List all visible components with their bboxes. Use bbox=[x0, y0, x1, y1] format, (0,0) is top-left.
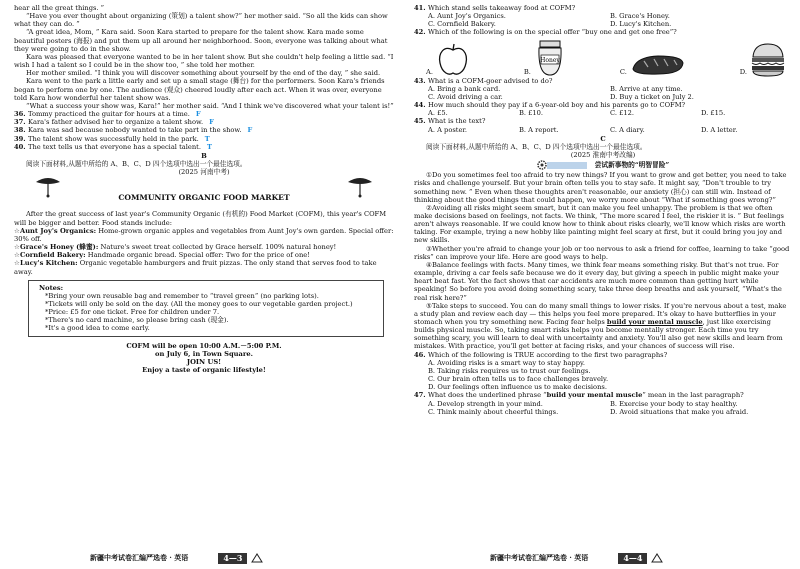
publisher-logo-icon bbox=[251, 553, 263, 563]
question-36: 36. Tommy practiced the guitar for hours at a time. F bbox=[14, 110, 201, 119]
footer-title: 新疆中考试卷汇编严选卷 · 英语 bbox=[90, 553, 189, 562]
passage-paragraph: ②Avoiding all risks might seem smart, but it can make you feel unhappy. The problem is that we often make decisions based on feelings, not facts. We think, “The more scared I feel, the riskier it is. ” But feelings aren't always reasonable. If we could know how to think about risks clearly, we'll know which risks are worth taking. For example, trying a new hobby like painting might feel scary at first, but it could bring you joy and new skills. bbox=[414, 203, 786, 245]
enjoy-line: Enjoy a taste of organic lifestyle! bbox=[142, 366, 266, 375]
honey-jar-icon bbox=[534, 39, 566, 77]
question-44: 44. How much should they pay if a 6-year-old boy and his parents go to COFM? bbox=[414, 101, 686, 110]
banner-title: 尝试新事物的“明智冒险” bbox=[594, 161, 670, 170]
options: A. A poster. B. A report. C. A diary. D. A letter. bbox=[428, 125, 738, 134]
section-c-heading: C bbox=[600, 134, 606, 143]
story-paragraph: hear all the great things. ” bbox=[14, 4, 105, 12]
stand-item: ☆Aunt Joy's Organics: Home-grown organic apples and vegetables from Aunt Joy's own garden. Special offer: 30% off. bbox=[14, 226, 394, 243]
question-39: 39. The talent show was successfully held in the park. T bbox=[14, 134, 210, 143]
market-intro: After the great success of last year's Community Organic (有机的) Food Market (COFM), this year's COFM will be bigger and better. Food stands include: bbox=[14, 210, 387, 227]
note-item: *There's no card machine, so please bring cash (现金). bbox=[45, 316, 229, 325]
picture-options bbox=[414, 37, 792, 77]
passage-paragraph: ⑤Take steps to succeed. You can do many small things to lower risks. If you're nervous about a test, make a study plan and review each day — this helps you feel more prepared. It's okay to have butterflies in your stomach when you try something new. Facing fear helps build your mental muscle, just like exercising builds physical muscle. So, taking smart risks helps you become mentally stronger. Each time you try something scary, you will learn to deal with uncertainty and anxiety. You'll also get new skills and learn from mistakes. With practice, you'll get better at facing risks, and your chances of success will rise. bbox=[414, 301, 787, 351]
notes-box bbox=[28, 280, 384, 337]
story-paragraph: Kara went to the park a little early and set up a small stage (舞台) for the performers. Soon Kara's friends began to perform one by one. The audience (观众) cheered loudly after each act. When it was over, everyone told Kara how wonderful her talent show was. bbox=[14, 77, 385, 102]
story-paragraph: “A great idea, Mom, ” Kara said. Soon Kara started to prepare for the talent show. Kara made some beautiful posters (海报) and put them up all around her neighborhood. Soon, everyone was talking about what they were going to do in the show. bbox=[14, 28, 388, 53]
note-item: *Tickets will only be sold on the day. (All the money goes to our vegetable garden project.) bbox=[45, 300, 353, 308]
left-footer bbox=[90, 551, 390, 565]
honey-label: Honey bbox=[540, 56, 560, 64]
section-c-source: (2025 淮南中考改编) bbox=[570, 151, 636, 160]
left-column bbox=[14, 4, 394, 374]
passage-banner bbox=[414, 160, 792, 170]
passage-paragraph: ①Do you sometimes feel too afraid to try new things? If you want to grow and get better, you need to take risks and challenge yourself. But your brain often tells you to stay safe. It might say, “Don't trouble to try something new. ” Even when these thoughts aren't reasonable, our anxiety (担心) can still win. Instead of thinking about the good things that could happen, we worry more about “What if something goes wrong?” bbox=[414, 171, 787, 204]
notes-title: Notes: bbox=[39, 283, 64, 292]
story-paragraph: Kara was pleased that everyone wanted to be in her talent show. But she couldn't help feeling a little sad. “I wish I had a talent so I could be in the show too, ” she told her mother. bbox=[14, 52, 394, 70]
answer-mark: F bbox=[209, 118, 214, 127]
footer-title: 新疆中考试卷汇编严选卷 · 英语 bbox=[490, 553, 589, 562]
options: A. £5. B. £10. C. £12. D. £15. bbox=[428, 109, 726, 118]
open-hours: COFM will be open 10:00 A.M.－5:00 P.M. bbox=[126, 341, 282, 350]
section-b-source: (2025 河南中考) bbox=[178, 168, 230, 177]
stand-item: ☆Grace's Honey (蜂蜜): Nature's sweet treat collected by Grace herself. 100% natural honey! bbox=[14, 243, 337, 252]
apple-icon bbox=[436, 41, 470, 77]
stand-item: ☆Lucy's Kitchen: Organic vegetable hamburgers and fruit pizzas. The only stand that serves food to take away. bbox=[14, 259, 377, 276]
answer-mark: F bbox=[195, 110, 201, 119]
question-41: 41. Which stand sells takeaway food at COFM? bbox=[414, 4, 576, 12]
options: A. Develop strength in your mind. B. Exercise your body to stay healthy. C. Think mainly about cheerful things. D. Avoid situations that make you afraid. bbox=[428, 399, 749, 416]
question-42: 42. Which of the following is on the special offer “buy one and get one free”? bbox=[414, 28, 677, 37]
note-item: *It's a good idea to come early. bbox=[45, 324, 150, 333]
story-paragraph: “Have you ever thought about organizing (策划) a talent show?” her mother said. “So all the kids can show what they can do. ” bbox=[14, 12, 388, 29]
right-footer bbox=[490, 551, 790, 565]
question-47: 47. What does the underlined phrase “build your mental muscle” mean in the last paragraph? bbox=[414, 391, 744, 400]
question-43: 43. What is a COFM-goer advised to do? bbox=[414, 76, 553, 85]
lamp-icon bbox=[34, 176, 62, 198]
story-paragraph: Her mother smiled. “I think you will discover something about yourself by the end of the day, ” she said. bbox=[26, 69, 381, 78]
question-46: 46. Which of the following is TRUE according to the first two paragraphs? bbox=[414, 350, 668, 359]
publisher-logo-icon bbox=[651, 553, 663, 563]
options: A. Aunt Joy's Organics. B. Grace's Honey. C. Cornfield Bakery. D. Lucy's Kitchen. bbox=[428, 12, 672, 29]
underlined-phrase: build your mental muscle bbox=[606, 318, 703, 326]
answer-mark: F bbox=[247, 126, 253, 135]
lamp-icon bbox=[346, 176, 374, 198]
question-45: 45. What is the text? bbox=[414, 117, 486, 126]
options: A. Avoiding risks is a smart way to stay happy. B. Taking risks requires us to trust our feelings. C. Our brain often tells us to face challenges bravely. D. Our feelings often influence us to make decisions. bbox=[428, 358, 609, 392]
options: A. Bring a bank card. B. Arrive at any time. C. Avoid driving a car. D. Buy a ticket on July 2. bbox=[428, 84, 694, 101]
story-paragraph: “What a success your show was, Kara!” her mother said. “And I think we've discovered what your talent is!” bbox=[26, 101, 394, 110]
section-b-instructions: 阅读下面材料,从题中所给的 A、B、C、D 四个选项中选出一个最佳选项。 bbox=[26, 159, 247, 168]
hamburger-icon bbox=[750, 43, 786, 77]
option-c: C. bbox=[620, 53, 686, 77]
option-a: A. bbox=[426, 41, 470, 77]
option-d: D. bbox=[740, 43, 786, 77]
question-38: 38. Kara was sad because nobody wanted to take part in the show. F bbox=[14, 126, 253, 135]
right-page bbox=[400, 0, 800, 569]
option-b: B. Honey bbox=[524, 39, 566, 77]
banner-bar bbox=[547, 162, 587, 169]
answer-mark: T bbox=[204, 134, 210, 143]
passage-paragraph: ④Balance feelings with facts. Many times, we think fear means something risky. But that's not true. For example, driving a car feels safe because we do it every day, but giving a speech in public might make your heart beat fast. Yet the fact shows that car accidents are much more common than getting hurt while speaking! So before you avoid doing something scary, take three deep breaths and ask yourself, “What's the real risk here?” bbox=[414, 260, 782, 302]
open-location: on July 6, in Town Square. bbox=[155, 349, 253, 358]
answer-mark: T bbox=[206, 142, 212, 151]
page-number: 4—3 bbox=[218, 553, 247, 564]
section-b-heading: B bbox=[201, 151, 207, 160]
join-us: JOIN US! bbox=[186, 357, 222, 366]
market-title: COMMUNITY ORGANIC FOOD MARKET bbox=[118, 193, 290, 203]
right-column bbox=[414, 4, 792, 416]
section-c-instructions: 阅读下面材料,从题中所给的 A、B、C、D 四个选项中选出一个最佳选项。 bbox=[426, 142, 647, 151]
passage-paragraph: ③Whether you're afraid to change your job or too nervous to ask a friend for coffee, learning to take “good risks” can improve your life. Here are good ways to help. bbox=[414, 244, 790, 261]
page-number: 4—4 bbox=[618, 553, 647, 564]
gear-icon bbox=[537, 160, 547, 170]
bread-icon bbox=[630, 53, 686, 77]
note-item: *Bring your own reusable bag and remember to “travel green” (no parking lots). bbox=[45, 291, 319, 300]
note-item: *Price: £5 for one ticket. Free for children under 7. bbox=[45, 308, 220, 317]
stand-item: ☆Cornfield Bakery: Handmade organic bread. Special offer: Two for the price of one! bbox=[14, 251, 310, 260]
question-40: 40. The text tells us that everyone has a special talent. T bbox=[14, 142, 212, 151]
question-37: 37. Kara's father advised her to organize a talent show. F bbox=[14, 118, 214, 127]
